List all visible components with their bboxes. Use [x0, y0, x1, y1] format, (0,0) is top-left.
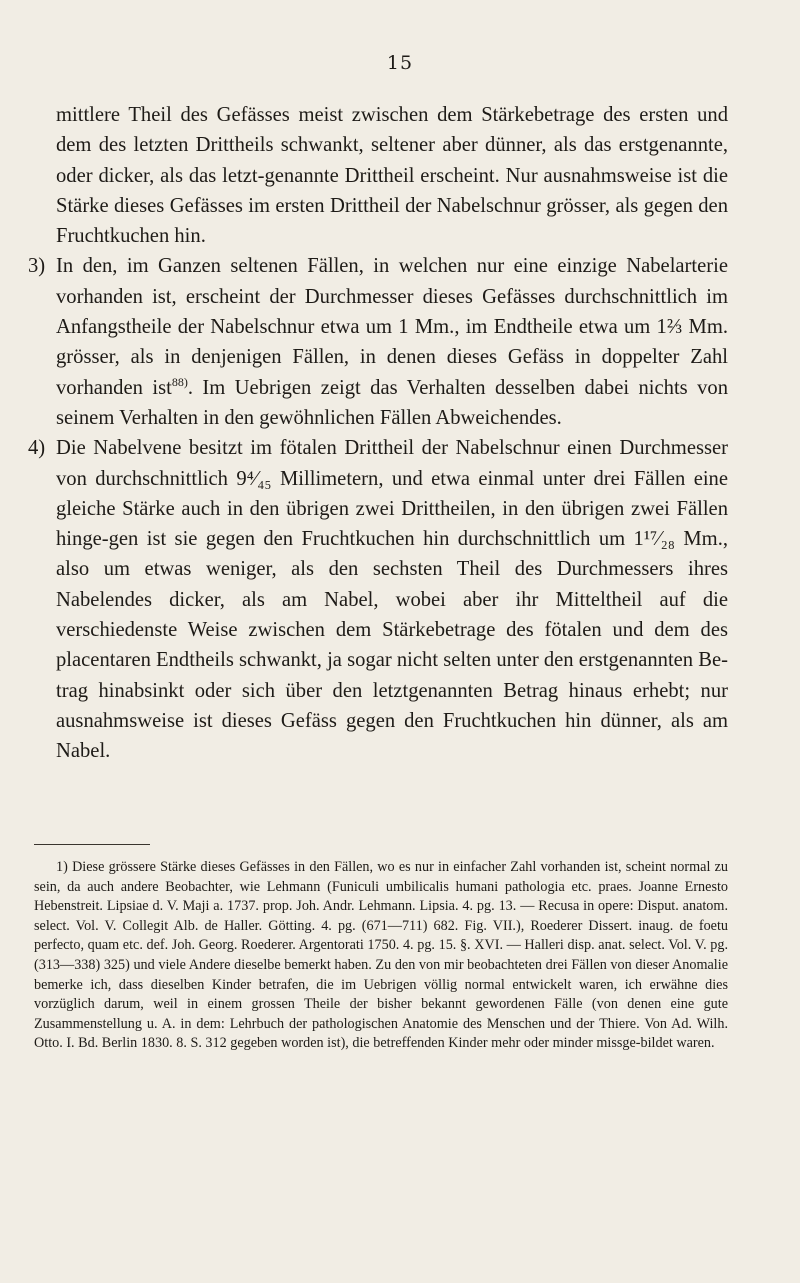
page-number: 15 [386, 52, 414, 74]
item-text: Die Nabelvene besitzt im fötalen Drittheil der Nabelschnur einen Durchmesser von durchschnittlich 9⁴⁄₄₅ Millimetern, und etwa einmal unter drei Fällen eine gleiche Stärke auch in den übrigen zwei Drittheilen, in den übrigen zwei Fällen hinge-gen ist sie gegen den Fruchtkuchen hin durchschnittlich um 1¹⁷⁄₂₈ Mm., also um etwas weniger, als den sechsten Theil des Durchmessers ihres Nabelendes dicker, als am Nabel, wobei aber ihr Mitteltheil auf die verschiedenste Weise zwischen dem Stärkebetrage des fötalen und dem des placentaren Endtheils schwankt, ja sogar nicht selten unter den erstgenannten Be-trag hinabsinkt oder sich über den letztgenannten Betrag hinaus erhebt; nur ausnahmsweise ist dieses Gefäss gegen den Fruchtkuchen hin dünner, als am Nabel. [56, 437, 728, 763]
footnote-marker: 1) [56, 859, 68, 875]
footnote [34, 858, 728, 1054]
item-text-part: . Im Uebrigen zeigt das Verhalten desselben dabei nichts von seinem Verhalten in den gewöhnlichen Fällen Abweichendes. [56, 376, 729, 429]
item-number: 4) [28, 437, 46, 460]
list-item-4 [28, 433, 728, 766]
item-text [56, 251, 728, 433]
item-text-part: In den, im Ganzen seltenen Fällen, in welchen nur eine einzige Nabelarterie vorhanden ist, erscheint der Durchmesser dieses Gefässes durchschnittlich im Anfangstheile der Nabelschnur etwa um 1 Mm., im Endtheile etwa um 1⅔ Mm. grösser, als in denjenigen Fällen, in denen dieses Gefäss in doppelter Zahl vorhanden ist [56, 255, 728, 399]
item-number: 3) [28, 255, 46, 278]
footnotes [34, 858, 728, 1054]
main-text [28, 100, 728, 767]
intro-paragraph: mittlere Theil des Gefässes meist zwischen dem Stärkebetrage des ersten und dem des letzten Drittheils schwankt, seltener aber dünner, als das erstgenannte, oder dicker, als das letzt-genannte Drittheil erscheint. Nur ausnahmsweise ist die Stärke dieses Gefässes im ersten Drittheil der Nabelschnur grösser, als gegen den Fruchtkuchen hin. [56, 104, 728, 248]
footnote-reference: 88) [171, 374, 188, 389]
list-item-3 [28, 251, 728, 433]
footnote-divider [34, 844, 150, 845]
footnote-text: Diese grössere Stärke dieses Gefässes in den Fällen, wo es nur in einfacher Zahl vorhanden ist, scheint normal zu sein, da auch andere Beobachter, wie Lehmann (Funiculi umbilicalis humani pathologia etc. praes. Joanne Ernesto Hebenstreit. Lipsiae d. V. Maji a. 1737. prop. Joh. Andr. Lehmann. Lipsia. 4. pg. 13. — Recusa in opere: Disput. anatom. select. Vol. V. Collegit Alb. de Haller. Götting. 4. pg. (671—711) 682. Fig. VII.), Roederer Dissert. inaug. de foetu perfecto, quam etc. def. Joh. Georg. Roederer. Argentorati 1750. 4. pg. 15. §. XVI. — Halleri disp. anat. select. Vol. V. pg. (313—338) 325) und viele Andere dieselbe bemerkt haben. Zu den von mir beobachteten drei Fällen von dieser Anomalie bemerke ich, dass dieselben Kinder betrafen, die im Uebrigen völlig normal entwickelt waren, ich erwähne dies vorzüglich darum, weil in einem grossen Theile der bisher bekannt gewordenen Fälle (von denen eine gute Zusammenstellung u. A. in dem: Lehrbuch der pathologischen Anatomie des Menschen und der Thiere. Von Ad. Wilh. Otto. I. Bd. Berlin 1830. 8. S. 312 gegeben worden ist), die betreffenden Kinder mehr oder minder missge-bildet waren. [34, 859, 729, 1052]
